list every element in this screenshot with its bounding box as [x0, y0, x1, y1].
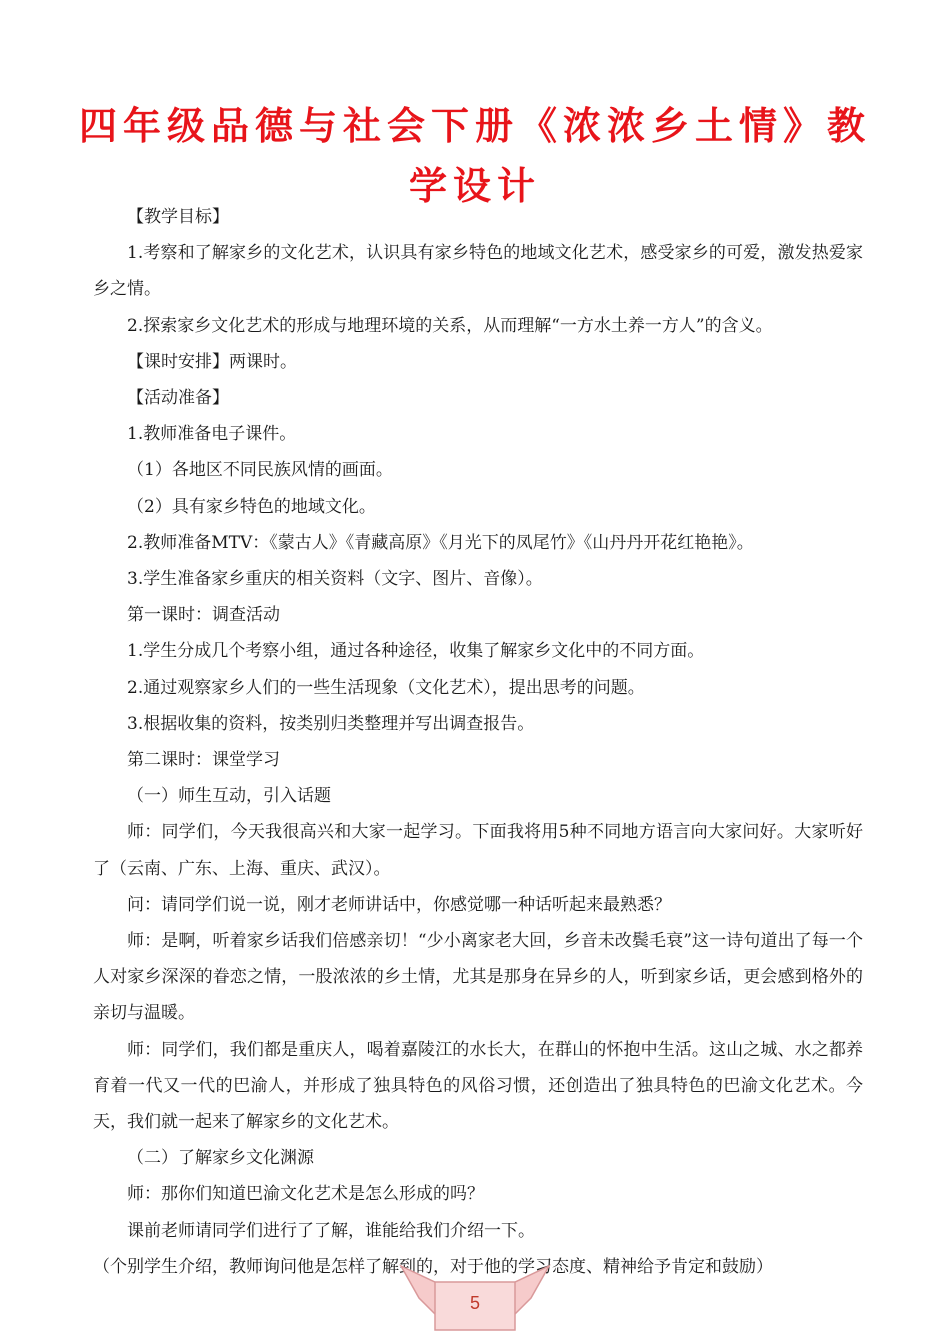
- paragraph: （1）各地区不同民族风情的画面。: [127, 460, 393, 481]
- paragraph: （2）具有家乡特色的地域文化。: [127, 496, 376, 517]
- document-body: [93, 199, 863, 1285]
- subsection-heading: （一）师生互动，引入话题: [127, 786, 331, 807]
- paragraph: 3.学生准备家乡重庆的相关资料（文字、图片、音像）。: [127, 569, 543, 590]
- section-heading-goals: 【教学目标】: [127, 207, 229, 227]
- section-heading-preparation: 【活动准备】: [127, 388, 229, 409]
- paragraph: 3.根据收集的资料，按类别归类整理并写出调查报告。: [127, 713, 535, 734]
- paragraph: 1.学生分成几个考察小组，通过各种途径，收集了解家乡文化中的不同方面。: [127, 641, 705, 662]
- paragraph: 1.考察和了解家乡的文化艺术，认识具有家乡特色的地域文化艺术，感受家乡的可爱，激发热爱家乡之情。: [93, 243, 863, 300]
- section-heading-schedule: 【课时安排】两课时。: [127, 351, 297, 372]
- paragraph: 2.探索家乡文化艺术的形成与地理环境的关系，从而理解“一方水土养一方人”的含义。: [127, 315, 773, 336]
- section-heading-lesson-2: 第二课时：课堂学习: [127, 750, 280, 771]
- paragraph: 师：同学们，今天我很高兴和大家一起学习。下面我将用5种不同地方语言向大家问好。大家听好了（云南、广东、上海、重庆、武汉）。: [93, 822, 863, 879]
- subsection-heading: （二）了解家乡文化渊源: [127, 1148, 314, 1169]
- page-number: 5: [469, 1293, 480, 1313]
- page-number-ribbon: [395, 1262, 555, 1338]
- paragraph: 师：同学们，我们都是重庆人，喝着嘉陵江的水长大，在群山的怀抱中生活。这山之城、水之都养育着一代又一代的巴渝人，并形成了独具特色的风俗习惯，还创造出了独具特色的巴渝文化艺术。今天，我们就一起来了解家乡的文化艺术。: [93, 1039, 863, 1133]
- paragraph: 问：请同学们说一说，刚才老师讲话中，你感觉哪一种话听起来最熟悉？: [127, 894, 671, 915]
- paragraph: 2.通过观察家乡人们的一些生活现象（文化艺术），提出思考的问题。: [127, 677, 645, 698]
- paragraph: 2.教师准备MTV：《蒙古人》《青藏高原》《月光下的凤尾竹》《山丹丹开花红艳艳》。: [127, 532, 754, 553]
- paragraph: 1.教师准备电子课件。: [127, 424, 297, 445]
- document-title: 四年级品德与社会下册《浓浓乡土情》教学设计: [78, 104, 871, 208]
- paragraph: 课前老师请同学们进行了了解，谁能给我们介绍一下。: [127, 1220, 535, 1241]
- paragraph: （个别学生介绍，教师询问他是怎样了解到的，对于他的学习态度、精神给予肯定和鼓励）: [93, 1256, 773, 1277]
- paragraph: 师：那你们知道巴渝文化艺术是怎么形成的吗？: [127, 1184, 484, 1205]
- section-heading-lesson-1: 第一课时：调查活动: [127, 605, 280, 626]
- paragraph: 师：是啊，听着家乡话我们倍感亲切！“少小离家老大回，乡音未改鬓毛衰”这一诗句道出了每一个人对家乡深深的眷恋之情，一股浓浓的乡土情，尤其是那身在异乡的人，听到家乡话，更会感到格外的亲切与温暖。: [93, 931, 863, 1024]
